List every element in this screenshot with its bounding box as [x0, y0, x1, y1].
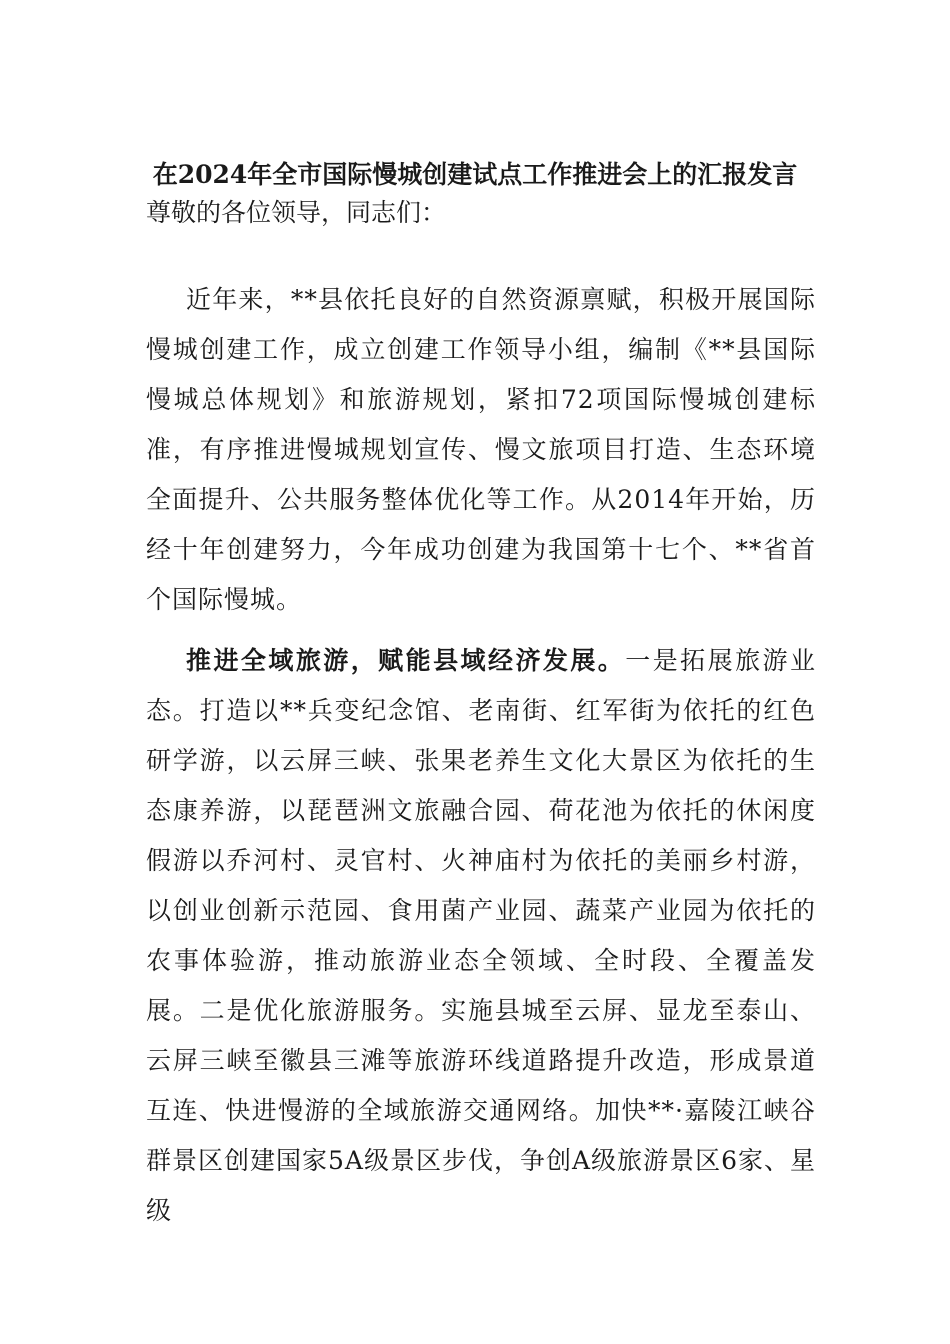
paragraph-intro [146, 275, 816, 625]
document-title: 在2024年全市国际慢城创建试点工作推进会上的汇报发言 [152, 160, 798, 189]
paragraph-text: 一是拓展旅游业态。打造以**兵变纪念馆、老南街、红军街为依托的红色研学游，以云屏三峡、张果老养生文化大景区为依托的生态康养游，以琵琶洲文旅融合园、荷花池为依托的休闲度假游以乔河村、灵官村、火神庙村为依托的美丽乡村游，以创业创新示范园、食用菌产业园、蔬菜产业园为依托的农事体验游，推动旅游业态全领域、全时段、全覆盖发展。二是优化旅游服务。实施县城至云屏、显龙至泰山、云屏三峡至徽县三滩等旅游环线道路提升改造，形成景道互连、快进慢游的全域旅游交通网络。加快**·嘉陵江峡谷群景区创建国家5A级景区步伐，争创A级旅游景区6家、星级 [146, 646, 816, 1225]
paragraph-text: 近年来，**县依托良好的自然资源禀赋，积极开展国际慢城创建工作，成立创建工作领导小组，编制《**县国际慢城总体规划》和旅游规划，紧扣72项国际慢城创建标准，有序推进慢城规划宣传、慢文旅项目打造、生态环境全面提升、公共服务整体优化等工作。从2014年开始，历经十年创建努力，今年成功创建为我国第十七个、**省首个国际慢城。 [146, 285, 816, 614]
paragraph-lead: 推进全域旅游，赋能县域经济发展。 [186, 646, 626, 675]
paragraph-tourism [146, 636, 816, 1236]
salutation: 尊敬的各位领导，同志们： [146, 198, 447, 227]
